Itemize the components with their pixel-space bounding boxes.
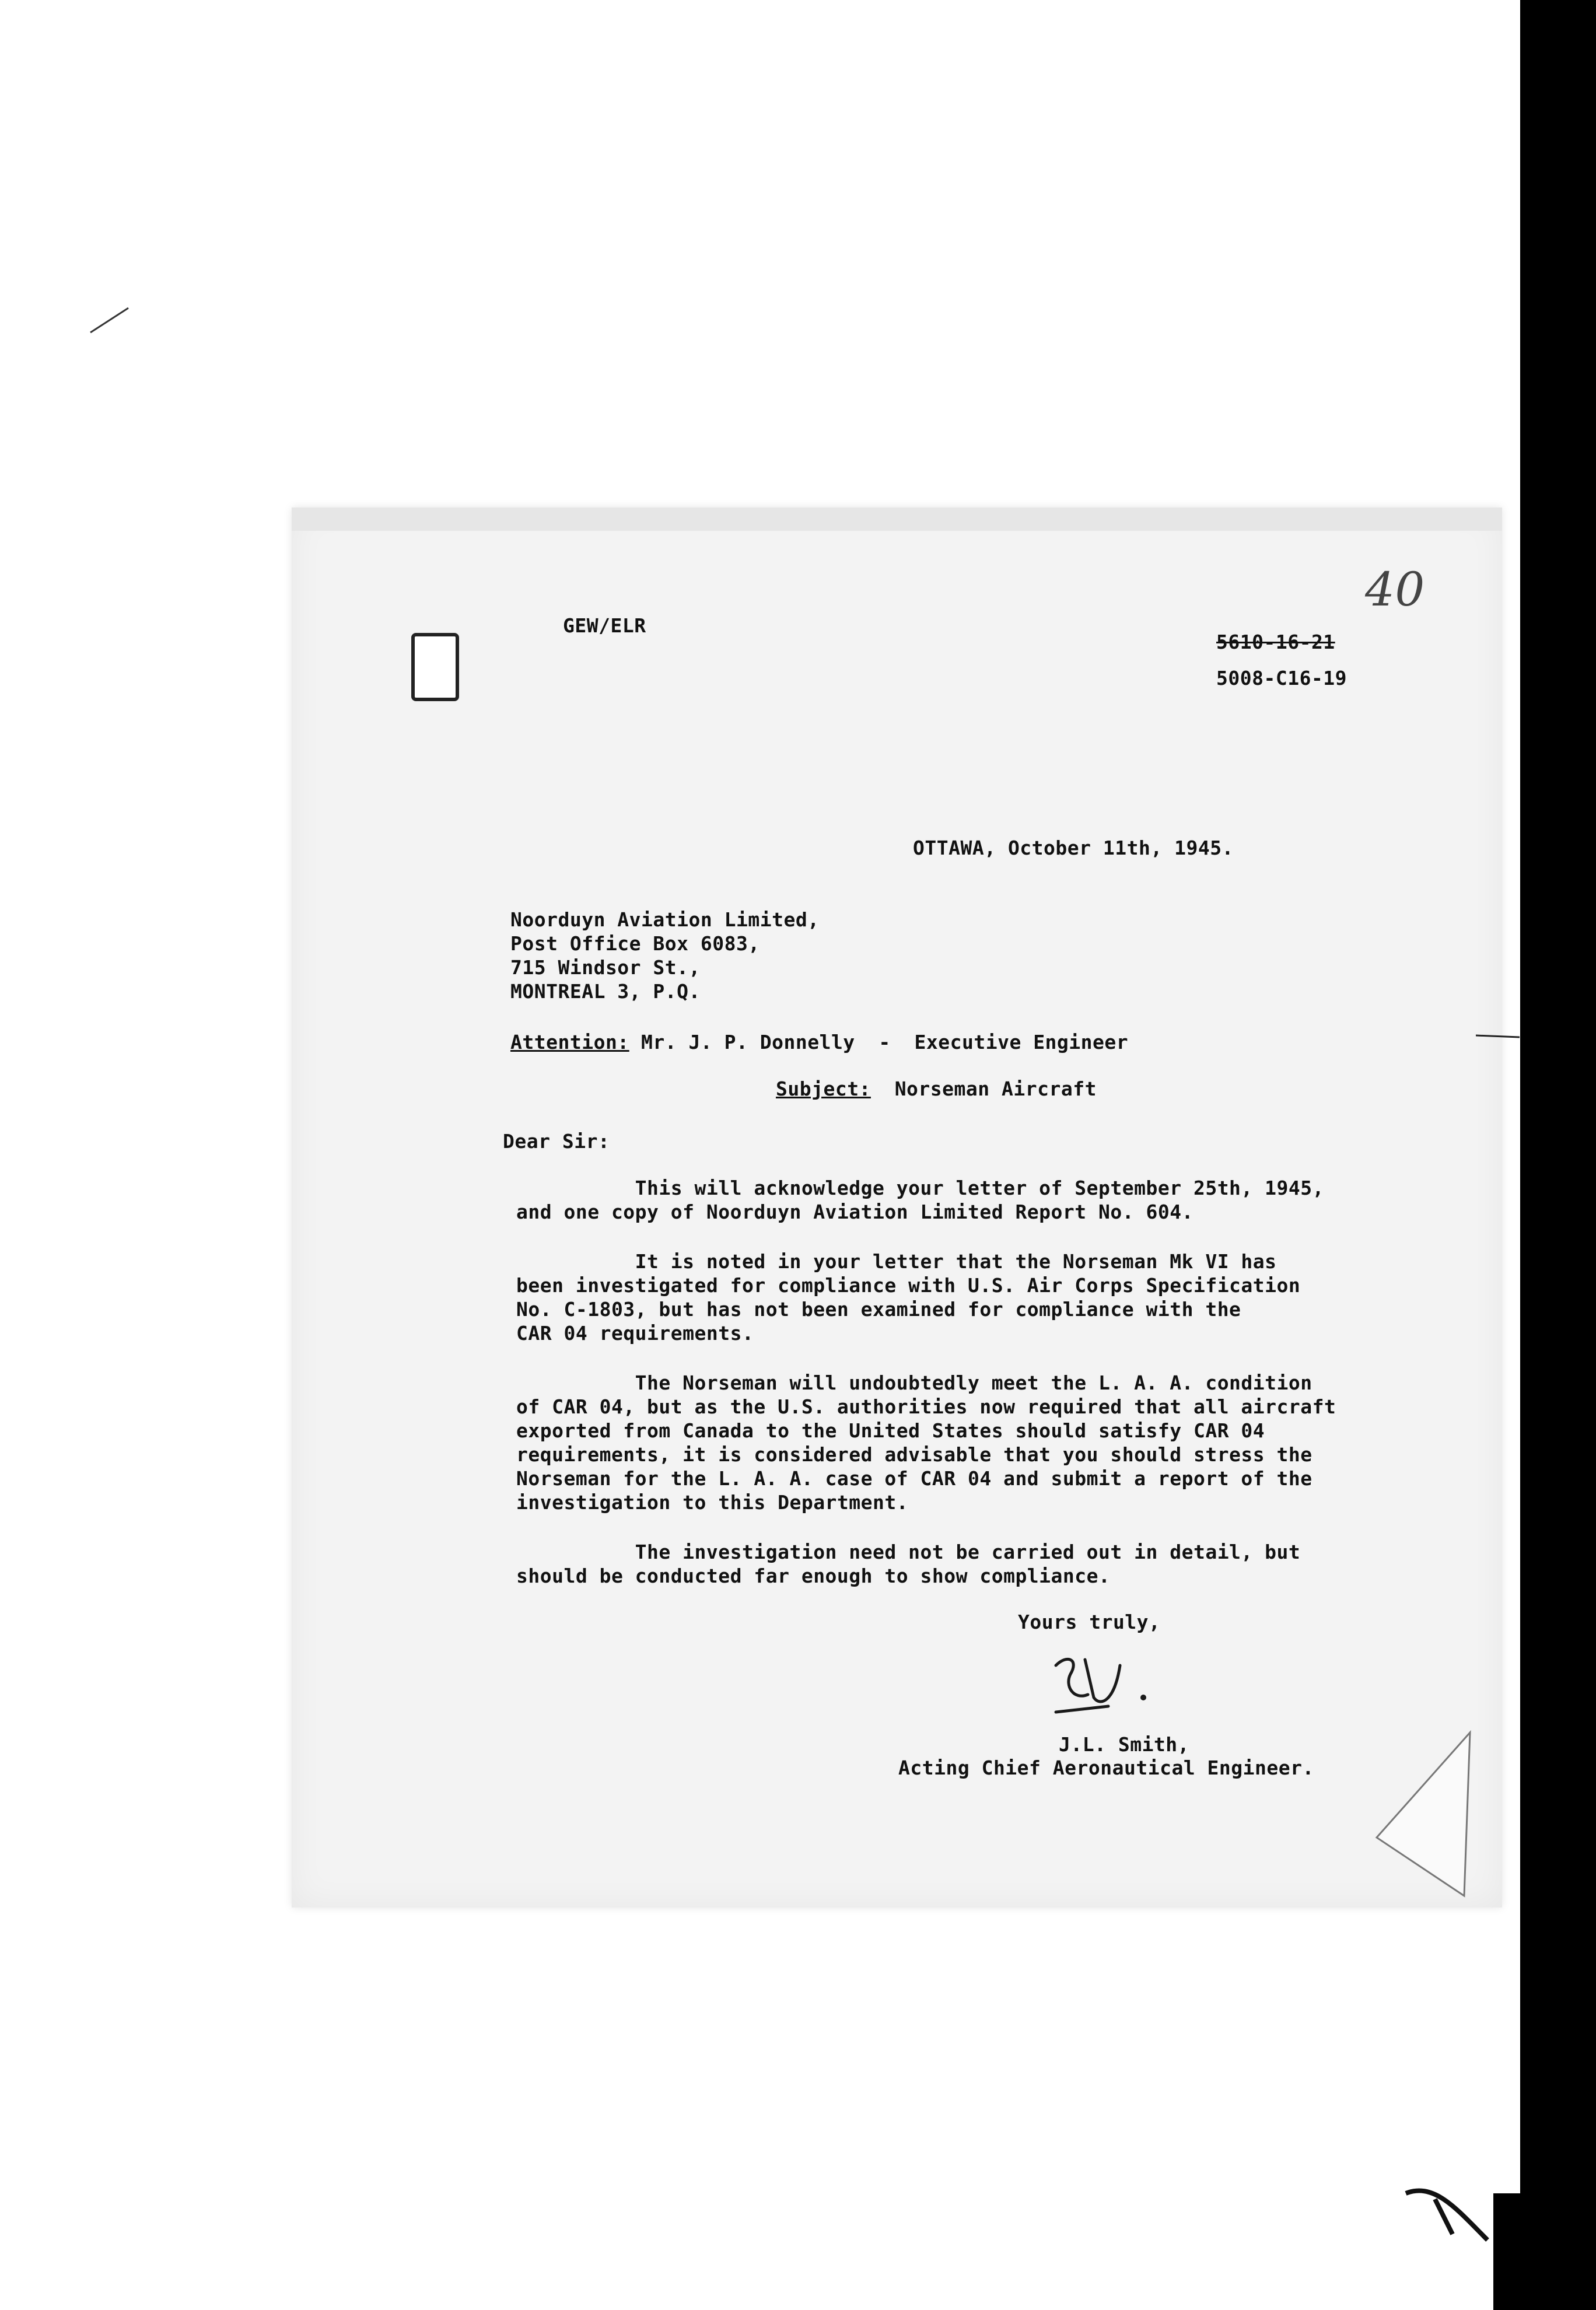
page-number: 40 [1365, 562, 1425, 617]
closing: Yours truly, [1018, 1611, 1161, 1633]
subject-label: Subject: [776, 1077, 871, 1100]
body-line: The Norseman will undoubtedly meet the L. A. A. condition [516, 1371, 1312, 1394]
subject-value: Norseman Aircraft [870, 1077, 1097, 1100]
signer-title: Acting Chief Aeronautical Engineer. [898, 1756, 1314, 1779]
file-number: 5008-C16-19 [1216, 667, 1348, 690]
attention-line [510, 1030, 1128, 1054]
film-border-right [1520, 0, 1596, 2310]
body-line: The investigation need not be carried out in detail, but [516, 1541, 1301, 1563]
body-line: and one copy of Noorduyn Aviation Limited Report No. 604. [516, 1200, 1194, 1223]
film-border-bottom-right [1493, 2193, 1596, 2310]
body-line: It is noted in your letter that the Norseman Mk VI has [516, 1250, 1277, 1273]
body-line: CAR 04 requirements. [516, 1322, 754, 1345]
subject-line [776, 1077, 1097, 1101]
body-line: This will acknowledge your letter of September 25th, 1945, [516, 1177, 1325, 1199]
address-line: MONTREAL 3, P.Q. [510, 980, 701, 1003]
address-line: Noorduyn Aviation Limited, [510, 908, 820, 931]
stray-pen-mark [1476, 1027, 1522, 1044]
handwritten-initials-signature [1044, 1642, 1161, 1730]
film-damage-mark [1400, 2176, 1493, 2246]
letter-top-edge [292, 508, 1502, 531]
body-line: should be conducted far enough to show compliance. [516, 1564, 1111, 1587]
address-line: 715 Windsor St., [510, 956, 701, 979]
salutation: Dear Sir: [503, 1130, 610, 1153]
address-line: Post Office Box 6083, [510, 932, 760, 955]
body-line: No. C-1803, but has not been examined for compliance with the [516, 1298, 1241, 1321]
body-line: Norseman for the L. A. A. case of CAR 04 and submit a report of the [516, 1467, 1312, 1490]
attention-value: Mr. J. P. Donnelly - Executive Engineer [629, 1031, 1129, 1054]
body-line: exported from Canada to the United States should satisfy CAR 04 [516, 1419, 1265, 1442]
signer-name: J.L. Smith, [1059, 1733, 1190, 1756]
body-line: requirements, it is considered advisable that you should stress the [516, 1443, 1312, 1466]
attention-label: Attention: [510, 1031, 629, 1054]
body-line: investigation to this Department. [516, 1491, 909, 1514]
staple-mark [411, 633, 459, 701]
body-line: been investigated for compliance with U.S. Air Corps Specification [516, 1274, 1301, 1297]
body-line: of CAR 04, but as the U.S. authorities now required that all aircraft [516, 1395, 1336, 1418]
folded-corner [1371, 1727, 1476, 1902]
file-number-struck: 5610-16-21 [1216, 631, 1335, 653]
reference-initials: GEW/ELR [563, 614, 646, 637]
stray-pen-mark [88, 303, 134, 338]
date-line: OTTAWA, October 11th, 1945. [913, 836, 1234, 859]
